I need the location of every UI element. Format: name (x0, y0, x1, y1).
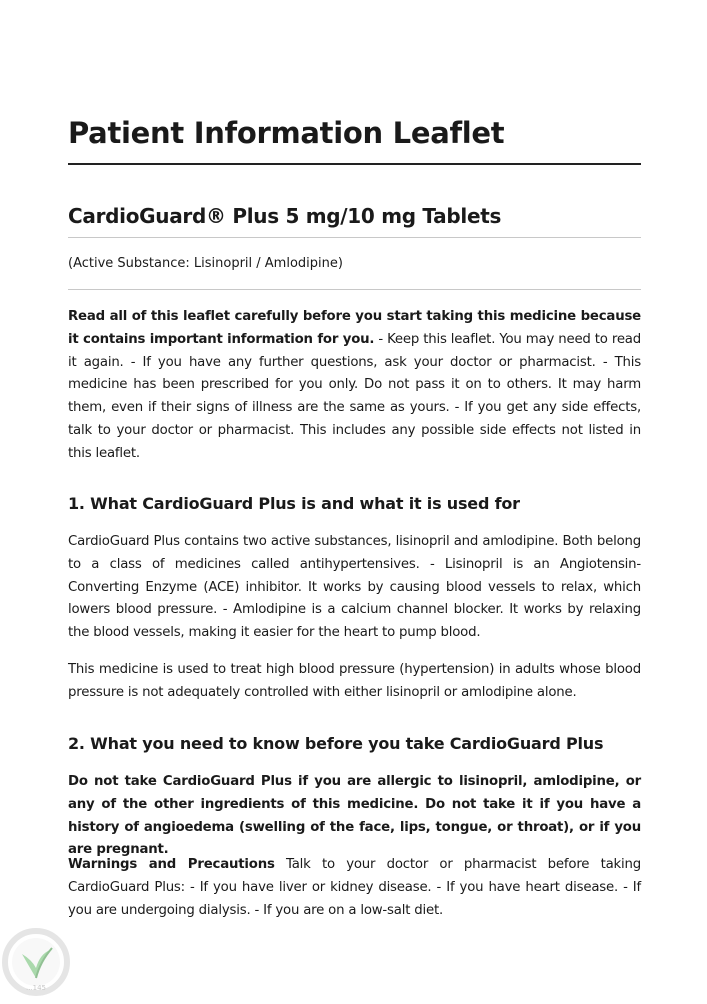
intro-text: - Keep this leaflet. You may need to read it again. - If you have any further questions, ask your doctor or pharmacist. - This medicine has been prescribed for you only. Do not pass it on to others. It may harm them, even if their signs of illness are the same as yours. - If you get any side effects, talk to your doctor or pharmacist. This includes any possible side effects not listed in this leaflet. (68, 331, 641, 461)
section1-paragraph-1: CardioGuard Plus contains two active substances, lisinopril and amlodipine. Both belong to a class of medicines called antihypertensives. - Lisinopril is an Angiotensin-Converting Enzyme (ACE) inhibitor. It works by causing blood vessels to relax, which lowers blood pressure. - Amlodipine is a calcium channel blocker. It works by relaxing the blood vessels, making it easier for the heart to pump blood. (68, 534, 641, 641)
precautions-text: Talk to your doctor or pharmacist before taking CardioGuard Plus: - If you have liver or kidney disease. - If you have heart disease. - If you are undergoing dialysis. - If you are on a low-salt diet. (68, 857, 641, 918)
section2-warning (68, 771, 641, 862)
watermark-logo (0, 924, 72, 1000)
intro-bold-text: Read all of this leaflet carefully before you start taking this medicine because it contains important information for you. (68, 309, 641, 347)
active-divider (68, 289, 641, 290)
intro-paragraph (68, 306, 641, 466)
precautions-label: Warnings and Precautions (68, 857, 275, 872)
title-divider (68, 163, 641, 165)
leaf-logo-icon (0, 924, 72, 1000)
product-divider (68, 237, 641, 238)
product-name: CardioGuard® Plus 5 mg/10 mg Tablets (68, 204, 502, 228)
section2-warning-text: Do not take CardioGuard Plus if you are allergic to lisinopril, amlodipine, or any of the other ingredients of this medicine. Do not take it if you have a history of angioedema (swelling of the face, lips, tongue, or throat), or if you are pregnant. (68, 774, 641, 858)
active-substance: (Active Substance: Lisinopril / Amlodipine) (68, 256, 343, 271)
section2-heading: 2. What you need to know before you take CardioGuard Plus (68, 734, 604, 753)
page-title: Patient Information Leaflet (68, 116, 505, 150)
section2-precautions (68, 854, 641, 922)
section1-paragraph-2: This medicine is used to treat high blood pressure (hypertension) in adults whose blood pressure is not adequately controlled with either lisinopril or amlodipine alone. (68, 662, 641, 700)
watermark-text: ...145 (25, 984, 47, 992)
section1-heading: 1. What CardioGuard Plus is and what it is used for (68, 494, 520, 513)
